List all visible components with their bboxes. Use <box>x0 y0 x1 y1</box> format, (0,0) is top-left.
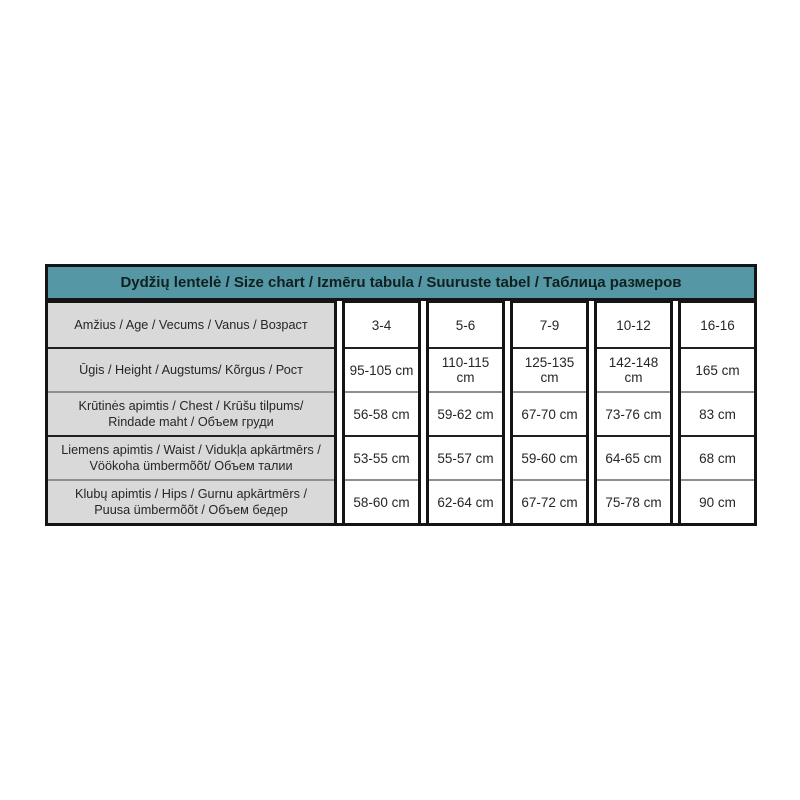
size-value-cell: 95-105 cm <box>345 347 418 391</box>
size-column-7-9 <box>510 301 589 523</box>
size-value-cell: 53-55 cm <box>345 435 418 479</box>
size-value-cell: 59-60 cm <box>513 435 586 479</box>
size-column-16-16 <box>678 301 757 523</box>
size-value-cell: 125-135 cm <box>513 347 586 391</box>
size-value-cell: 56-58 cm <box>345 391 418 435</box>
size-chart-title-text: Dydžių lentelė / Size chart / Izmēru tabula / Suuruste tabel / Таблица размеров <box>120 274 682 291</box>
size-chart-title <box>45 264 757 301</box>
row-label-waist: Liemens apimtis / Waist / Vidukļa apkārtmērs / Vöökoha ümbermõõt/ Объем талии <box>48 435 334 479</box>
size-value-cell: 68 cm <box>681 435 754 479</box>
row-label-age: Amžius / Age / Vecums / Vanus / Возраст <box>74 317 308 332</box>
size-value-cell: 73-76 cm <box>597 391 670 435</box>
size-value-cell: 142-148 cm <box>597 347 670 391</box>
size-column-5-6 <box>426 301 505 523</box>
size-value-cell: 59-62 cm <box>429 391 502 435</box>
size-value-cell: 83 cm <box>681 391 754 435</box>
size-value-cell: 110-115 cm <box>429 347 502 391</box>
size-value-cell: 55-57 cm <box>429 435 502 479</box>
size-value-cell: 62-64 cm <box>429 479 502 523</box>
row-label-height: Ūgis / Height / Augstums/ Kõrgus / Рост <box>48 347 334 391</box>
size-value-cell: 16-16 <box>700 317 735 333</box>
size-value-cell: 7-9 <box>539 317 560 333</box>
row-label-hips: Klubų apimtis / Hips / Gurnu apkārtmērs / Puusa ümbermõõt / Объем бедер <box>48 479 334 523</box>
size-chart-table <box>45 264 757 526</box>
size-value-cell: 67-70 cm <box>513 391 586 435</box>
size-value-cell: 165 cm <box>681 347 754 391</box>
size-value-cell: 58-60 cm <box>345 479 418 523</box>
size-value-cell: 64-65 cm <box>597 435 670 479</box>
row-label-chest: Krūtinės apimtis / Chest / Krūšu tilpums/ Rindade maht / Объем груди <box>48 391 334 435</box>
row-labels-column <box>45 301 337 523</box>
size-column-3-4 <box>342 301 421 523</box>
size-value-cell: 10-12 <box>616 317 651 333</box>
size-column-10-12 <box>594 301 673 523</box>
size-value-cell: 90 cm <box>681 479 754 523</box>
size-value-cell: 75-78 cm <box>597 479 670 523</box>
size-value-cell: 3-4 <box>371 317 392 333</box>
size-value-cell: 5-6 <box>455 317 476 333</box>
size-chart-body <box>45 301 757 526</box>
size-value-cell: 67-72 cm <box>513 479 586 523</box>
